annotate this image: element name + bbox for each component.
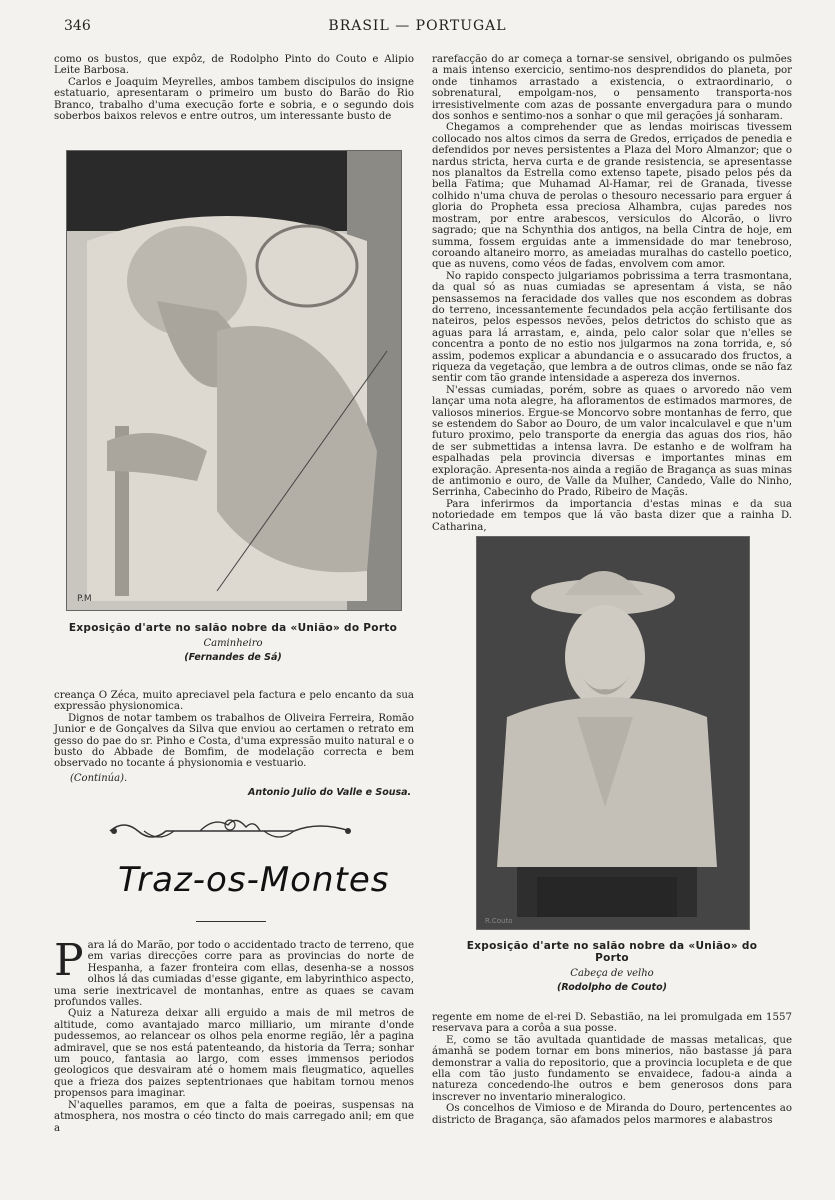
right-bottom-text	[432, 1012, 792, 1126]
continua-note: (Continúa).	[70, 773, 128, 784]
paragraph: Chegamos a comprehender que as lendas moiriscas tivessem collocado nos altos cimos da serra de Gredos, erriçados de penedia e defendidos por neves persistentes a Plaza del Moro Almanzor; que o nardus stricta, herva curta e de grande resistencia, se apresentasse nos planaltos da Estrella como extenso tapete, pisado pelos pés da bella Fatima; que Muhamad Al-Hamar, rei de Granada, tivesse colhido n'uma chuva de perolas o thesouro necessario para erguer á gloria do Propheta essa preciosa Alhambra, cujas paredes nos mostram, por entre arabescos, versiculos do Alcorão, o livro sagrado; que na Schynthia dos antigos, na bella Cintra de hoje, em summa, fossem erguidas ante a immensidade do mar tenebroso, coroando altaneiro morro, as ameiadas muralhas do castello poetico, que as nuvens, como véos de fadas, envolvem com amor.	[432, 122, 792, 271]
figure2-caption-work: Cabeça de velho	[570, 968, 654, 979]
paragraph: Dignos de notar tambem os trabalhos de Oliveira Ferreira, Romão Junior e de Gonçalves da Silva que enviou ao certamen o retrato em gesso do pae do sr. Pinho e Costa, d'uma expressão muito natural e o busto do Abbade de Bomfim, de modelação correcta e bem observado no tocante á physionomia e vestuario.	[54, 712, 414, 770]
drop-cap: P	[54, 935, 84, 986]
figure2-caption-artist: (Rodolpho de Couto)	[557, 982, 667, 993]
section-title: Traz-os-Montes	[118, 860, 390, 900]
paragraph: rarefacção do ar começa a tornar-se sensivel, obrigando os pulmões a mais intenso exercicio, sentimo-nos desprendidos do planeta, por onde tinhamos arrastado a existencia, o extraordinario, o sobrenatural, empolgam-nos, o pensamento transporta-nos irresistivelmente com azas de possante envergadura para o mundo dos sonhos e sentimo-nos a sonhar o que mil gerações já sonharam.	[432, 54, 792, 123]
left-top-text	[54, 54, 414, 122]
paragraph: E, como se tão avultada quantidade de massas metalicas, que ámanhã se podem tornar em bons minerios, não bastasse já para demonstrar a valia do repositorio, que a provincia locupleta e de que ella com tão justo fundamento se envaidece, fadou-a ainda a natureza concedendo-lhe outros e bem generosos dons para inscrever no inventario mineralogico.	[432, 1034, 792, 1103]
bust-image	[477, 537, 749, 929]
paragraph: P ara lá do Marão, por todo o accidentado tracto de terreno, que em varias direcções corre para as provincias do norte de Hespanha, a fazer fronteira com ellas, desenha-se a nossos olhos lá das cumiadas d'esse gigante, em labyrinthico aspecto, uma serie inextricavel de montanhas, entre as quaes se cavam profundos valles.	[54, 935, 414, 1009]
paragraph: Quiz a Natureza deixar alli erguido a mais de mil metros de altitude, como avantajado marco milliario, um mirante d'onde pudessemos, ao relancear os olhos pela enorme região, lêr a pagina admiravel, que se nos está patenteando, da historia da Terra; sonhar um pouco, fantasia ao largo, com esses immensos periodos geologicos que desvairam até o homem mais fleugmatico, aquelles que a frieza dos paizes septentrionaes que habitam tornou menos propensos para imaginar.	[54, 1008, 414, 1100]
figure-caminheiro	[66, 150, 402, 611]
figure1-signature: P.M	[77, 594, 92, 604]
paragraph: como os bustos, que expôz, de Rodolpho Pinto do Couto e Alipio Leite Barbosa.	[54, 54, 414, 77]
right-top-text	[432, 54, 792, 533]
figure1-caption-artist: (Fernandes de Sá)	[184, 652, 282, 663]
paragraph: creança O Zéca, muito apreciavel pela factura e pelo encanto da sua expressão physionomica.	[54, 690, 414, 713]
figure2-signature: R.Couto	[485, 917, 513, 925]
title-rule	[196, 921, 266, 922]
left-bottom-text	[54, 935, 414, 1134]
caminheiro-relief-image	[67, 151, 401, 610]
paragraph: Carlos e Joaquim Meyrelles, ambos tambem discipulos do insigne estatuario, apresentaram o primeiro um busto do Barão do Rio Branco, trabalho d'uma execução forte e sobria, e o segundo dois soberbos baixos relevos e entre outros, um interessante busto de	[54, 76, 414, 123]
figure1-caption-title: Exposição d'arte no salão nobre da «União» do Porto	[68, 622, 398, 634]
paragraph: Os concelhos de Vimioso e de Miranda do Douro, pertencentes ao districto de Bragança, são afamados pelos marmores e alabastros	[432, 1103, 792, 1126]
paragraph: regente em nome de el-rei D. Sebastião, na lei promulgada em 1557 reservava para a corôa a sua posse.	[432, 1012, 792, 1035]
page-number: 346	[64, 18, 91, 34]
floral-ornament	[104, 813, 356, 849]
figure2-caption-title: Exposição d'arte no salão nobre da «União» do Porto	[466, 940, 758, 964]
article-author: Antonio Julio do Valle e Sousa.	[248, 787, 412, 798]
running-title: BRASIL — PORTUGAL	[328, 18, 507, 34]
left-mid-text	[54, 690, 414, 770]
figure2-caption	[452, 940, 772, 993]
figure-cabeca-de-velho	[476, 536, 750, 930]
paragraph: Para inferirmos da importancia d'estas minas e da sua notoriedade em tempos que lá vão basta dizer que a rainha D. Catharina,	[432, 498, 792, 533]
paragraph: N'aquelles paramos, em que a falta de poeiras, suspensas na atmosphera, nos mostra o céo tincto do mais carregado anil; em que a	[54, 1099, 414, 1134]
figure1-caption-work: Caminheiro	[203, 638, 263, 649]
paragraph: No rapido conspecto julgariamos pobrissima a terra trasmontana, da qual só as nuas cumiadas se apresentam á vista, se não pensassemos na feracidade dos valles que nos escondem as dobras do terreno, incessantemente fecundados pela acção fertilisante dos nateiros, pelos espessos nevões, pelos detrictos do schisto que as aguas para lá arrastam, e, ainda, pelo calor solar que n'elles se concentra a ponto de no estio nos julgarmos na zona torrida, e, só assim, podemos explicar a abundancia e o assucarado dos fructos, a riqueza da vegetação, que lembra a de outros climas, onde se não faz sentir com tão grande intensidade a aspereza dos invernos.	[432, 270, 792, 385]
figure1-caption	[66, 622, 400, 663]
page-header	[54, 18, 781, 38]
paragraph: N'essas cumiadas, porém, sobre as quaes o arvoredo não vem lançar uma nota alegre, ha afloramentos de estimados marmores, de valiosos minerios. Ergue-se Moncorvo sobre montanhas de ferro, que se estendem do Sabor ao Douro, de um valor incalculavel e que n'um futuro proximo, pelo transporte da energia das aguas dos rios, hão de ser submettidas a intensa lavra. De estanho e de wolfram ha espalhadas pela provincia diversas e importantes minas em exploração. Apresenta-nos ainda a região de Bragança as suas minas de antimonio e ouro, de Valle da Mulher, Candedo, Valle do Ninho, Serrinha, Cabecinho do Prado, Ribeiro de Maçãs.	[432, 384, 792, 499]
